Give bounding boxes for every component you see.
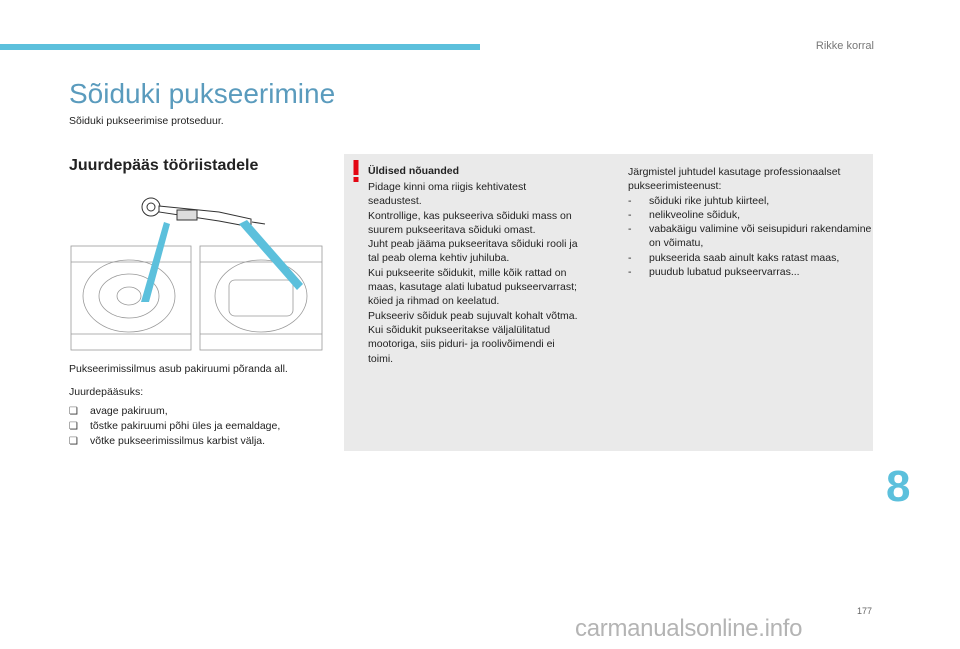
list-item: - pukseerida saab ainult kaks ratast maas,	[628, 251, 840, 264]
location-text: Pukseerimissilmus asub pakiruumi põranda all.	[69, 363, 288, 375]
list-item: - nelikveoline sõiduk,	[628, 208, 741, 221]
towing-cases-list	[628, 194, 873, 280]
header-accent-bar	[0, 44, 480, 50]
list-item: - vabakäigu valimine või seisupiduri rakendamine on võimatu,	[628, 223, 872, 250]
list-item: - sõiduki rike juhtub kiirteel,	[628, 194, 770, 207]
list-item: ❏ avage pakiruum,	[69, 405, 168, 417]
page-number: 177	[856, 606, 872, 616]
section-label: Rikke korral	[815, 40, 874, 52]
chapter-number: 8	[886, 462, 911, 511]
list-item: - puudub lubatud pukseervarras...	[628, 266, 800, 279]
checkbox-icon: ❏	[69, 421, 78, 432]
trunk-floor-open-illustration	[71, 246, 191, 350]
access-steps	[69, 404, 280, 449]
exclamation-icon	[352, 160, 360, 182]
warning-text: Pidage kinni oma riigis kehtivatest seadustest. Kontrollige, kas pukseeriva sõiduki mass on suurem pukseeritava sõiduki omast. Juht peab jääma pukseeritava sõiduki rooli ja tal peab olema kehtiv juhiluba. Kui pukseerite sõidukit, mille kõik rattad on maas, kasutage alati lubatud pukseervarrast; köied ja rihmad on keelatud. Pukseeriv sõiduk peab sujuvalt kohalt võtma. Kui sõidukit pukseeritakse väljalülitatud mootoriga, siis piduri- ja roolivõimendi ei toimi.	[368, 181, 578, 365]
warning-title: Üldised nõuanded	[368, 165, 460, 177]
checkbox-icon: ❏	[69, 436, 78, 447]
professional-towing-intro: Järgmistel juhtudel kasutage professionaalset pukseerimisteenust:	[628, 166, 841, 193]
page-title: Sõiduki pukseerimine	[69, 78, 336, 109]
page-subtitle: Sõiduki pukseerimise protseduur.	[69, 115, 224, 127]
list-item: ❏ võtke pukseerimissilmus karbist välja.	[69, 435, 266, 447]
checkbox-icon: ❏	[69, 406, 78, 417]
list-item: ❏ tõstke pakiruumi põhi üles ja eemaldage,	[69, 420, 281, 432]
access-label: Juurdepääsuks:	[69, 386, 144, 398]
watermark: carmanualsonline.info	[575, 615, 803, 642]
tool-box-illustration	[200, 246, 322, 350]
towing-eye-illustration	[69, 194, 324, 352]
professional-towing-section	[628, 165, 873, 279]
tools-heading: Juurdepääs tööriistadele	[69, 157, 259, 174]
